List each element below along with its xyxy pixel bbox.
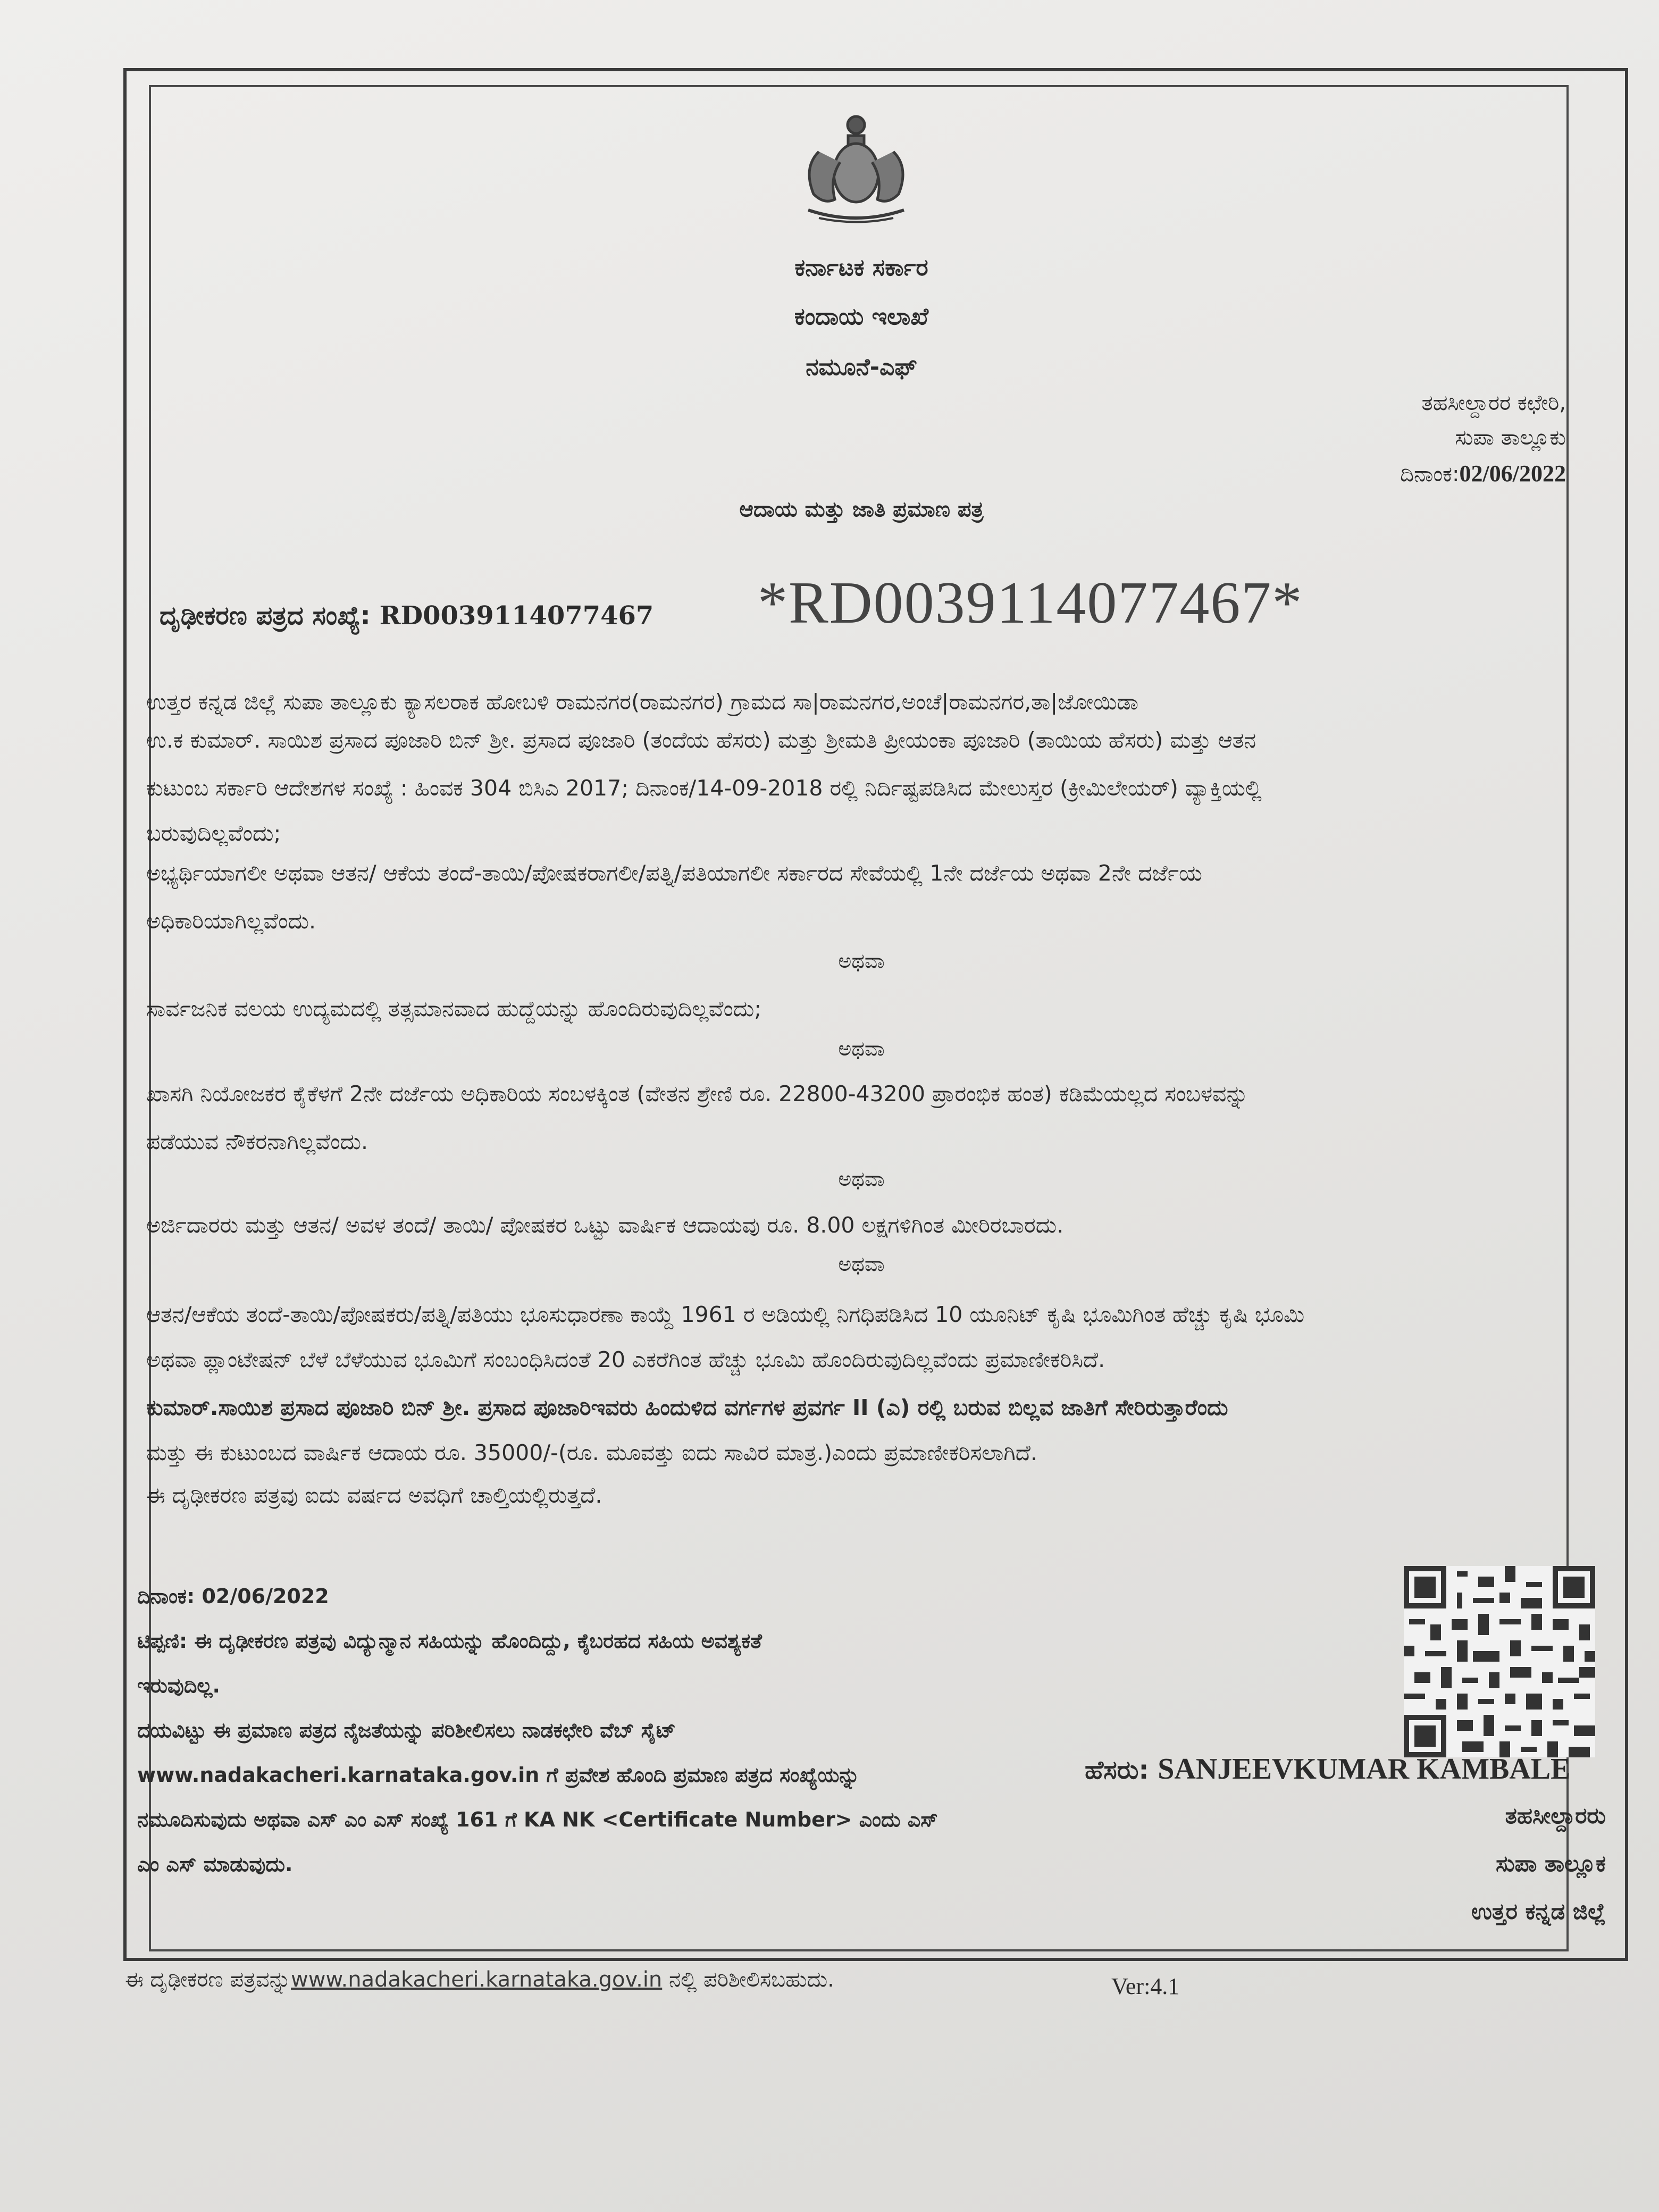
qr-code-icon <box>1404 1566 1595 1757</box>
body-line: ಉತ್ತರ ಕನ್ನಡ ಜಿಲ್ಲೆ ಸುಪಾ ತಾಲ್ಲೂಕು ಕ್ಯಾಸಲರಾಕ ಹೋಬಳಿ ರಾಮನಗರ(ರಾಮನಗರ) ಗ್ರಾಮದ ಸಾ|ರಾಮನಗರ,ಅಂಚೆ|ರಾಮನಗರ,ತಾ|ಜೋಯಿಡಾ <box>146 689 1138 715</box>
or-separator: ಅಥವಾ <box>838 949 885 973</box>
body-line: ಅಭ್ಯರ್ಥಿಯಾಗಲೀ ಅಥವಾ ಆತನ/ ಆಕೆಯ ತಂದೆ-ತಾಯಿ/ಪೋಷಕರಾಗಲೀ/ಪತ್ನಿ/ಪತಿಯಾಗಲೀ ಸರ್ಕಾರದ ಸೇವೆಯಲ್ಲಿ 1ನೇ ದರ್ಜೆಯ ಅಥವಾ 2ನೇ ದರ್ಜೆಯ <box>146 860 1202 886</box>
footer-note <box>137 1574 1041 1887</box>
footer-line: ಇರುವುದಿಲ್ಲ. <box>137 1674 220 1697</box>
footer-line: www.nadakacheri.karnataka.gov.in ಗೆ ಪ್ರವೇಶ ಹೊಂದಿ ಪ್ರಮಾಣ ಪತ್ರದ ಸಂಖ್ಯೆಯನ್ನು <box>137 1763 860 1787</box>
department-title: ಕಂದಾಯ ಇಲಾಖೆ <box>794 303 929 330</box>
body-line: ಉ.ಕ ಕುಮಾರ್. ಸಾಯಿಶ ಪ್ರಸಾದ ಪೂಜಾರಿ ಬಿನ್ ಶ್ರೀ. ಪ್ರಸಾದ ಪೂಜಾರಿ (ತಂದೆಯ ಹೆಸರು) ಮತ್ತು ಶ್ರೀಮತಿ ಪ್ರೀಯಂಕಾ ಪೂಜಾರಿ (ತಾಯಿಯ ಹೆಸರು) ಮತ್ತು ಆತನ <box>146 727 1256 753</box>
body-line: ಈ ದೃಢೀಕರಣ ಪತ್ರವು ಐದು ವರ್ಷದ ಅವಧಿಗೆ ಚಾಲ್ತಿಯಲ್ಲಿರುತ್ತದೆ. <box>146 1482 602 1508</box>
barcode-reference: *RD0039114077467* <box>758 570 1303 636</box>
footer-line: ಟಿಪ್ಪಣಿ: ಈ ದೃಢೀಕರಣ ಪತ್ರವು ವಿದ್ಯುನ್ಮಾನ ಸಹಿಯನ್ನು ಹೊಂದಿದ್ದು, ಕೈಬರಹದ ಸಹಿಯ ಅವಶ್ಯಕತೆ <box>137 1629 762 1653</box>
body-line: ಅರ್ಜಿದಾರರು ಮತ್ತು ಆತನ/ ಅವಳ ತಂದೆ/ ತಾಯಿ/ ಪೋಷಕರ ಒಟ್ಟು ವಾರ್ಷಿಕ ಆದಾಯವು ರೂ. 8.00 ಲಕ್ಷಗಳಿಗಿಂತ ಮೀರಿರಬಾರದು. <box>146 1212 1064 1238</box>
footer-line: ದಯವಿಟ್ಟು ಈ ಪ್ರಮಾಣ ಪತ್ರದ ನೈಜತೆಯನ್ನು ಪರಿಶೀಲಿಸಲು ನಾಡಕಛೇರಿ ವೆಬ್ ಸೈಟ್ <box>137 1719 676 1742</box>
or-separator: ಅಥವಾ <box>838 1037 885 1060</box>
verification-prefix: ಈ ದೃಢೀಕರಣ ಪತ್ರವನ್ನು <box>125 1967 291 1992</box>
verification-suffix: ನಲ್ಲಿ ಪರಿಶೀಲಿಸಬಹುದು. <box>662 1967 834 1992</box>
signatory-taluk: ಸುಪಾ ತಾಲ್ಲೂಕ <box>1495 1850 1606 1876</box>
office-date-value: 02/06/2022 <box>1459 460 1566 487</box>
body-line: ಸಾರ್ವಜನಿಕ ವಲಯ ಉದ್ಯಮದಲ್ಲಿ ತತ್ಸಮಾನವಾದ ಹುದ್ದೆಯನ್ನು ಹೊಂದಿರುವುದಿಲ್ಲವೆಂದು; <box>146 996 762 1021</box>
footer-line: ನಮೂದಿಸುವುದು ಅಥವಾ ಎಸ್ ಎಂ ಎಸ್ ಸಂಖ್ಯೆ 161 ಗೆ KA NK <Certificate Number> ಎಂದು ಎಸ್ <box>137 1808 938 1831</box>
office-date <box>1400 460 1566 487</box>
reference-number: RD0039114077467 <box>379 601 654 631</box>
body-line: ಪಡೆಯುವ ನೌಕರನಾಗಿಲ್ಲವೆಂದು. <box>146 1129 368 1154</box>
signatory-designation: ತಹಸೀಲ್ದಾರರು <box>1505 1803 1606 1829</box>
certificate-title: ಆದಾಯ ಮತ್ತು ಜಾತಿ ಪ್ರಮಾಣ ಪತ್ರ <box>739 497 984 522</box>
body-line: ಬರುವುದಿಲ್ಲವೆಂದು; <box>146 820 281 846</box>
state-emblem-icon <box>787 109 925 226</box>
footer-date: ದಿನಾಂಕ: 02/06/2022 <box>137 1585 329 1608</box>
body-line: ಮತ್ತು ಈ ಕುಟುಂಬದ ವಾರ್ಷಿಕ ಆದಾಯ ರೂ. 35000/-(ರೂ. ಮೂವತ್ತು ಐದು ಸಾವಿರ ಮಾತ್ರ.)ಎಂದು ಪ್ರಮಾಣೀಕರಿಸಲಾಗಿದೆ. <box>146 1440 1037 1465</box>
reference-label: ದೃಢೀಕರಣ ಪತ್ರದ ಸಂಖ್ಯೆ: <box>160 601 371 631</box>
form-title: ನಮೂನೆ-ಎಫ್ <box>806 354 917 381</box>
verification-line <box>125 1967 834 1992</box>
body-line: ಅಥವಾ ಪ್ಲಾಂಟೇಷನ್ ಬೆಳೆ ಬೆಳೆಯುವ ಭೂಮಿಗೆ ಸಂಬಂಧಿಸಿದಂತೆ 20 ಎಕರೆಗಿಂತ ಹೆಚ್ಚು ಭೂಮಿ ಹೊಂದಿರುವುದಿಲ್ಲವೆಂದು ಪ್ರಮಾಣೀಕರಿಸಿದೆ. <box>146 1347 1105 1372</box>
body-line: ಆತನ/ಆಕೆಯ ತಂದೆ-ತಾಯಿ/ಪೋಷಕರು/ಪತ್ನಿ/ಪತಿಯು ಭೂಸುಧಾರಣಾ ಕಾಯ್ದೆ 1961 ರ ಅಡಿಯಲ್ಲಿ ನಿಗಧಿಪಡಿಸಿದ 10 ಯೂನಿಟ್ ಕೃಷಿ ಭೂಮಿಗಿಂತ ಹೆಚ್ಚು ಕೃಷಿ ಭೂಮಿ <box>146 1302 1305 1327</box>
or-separator: ಅಥವಾ <box>838 1252 885 1276</box>
body-line: ಕುಮಾರ್.ಸಾಯಿಶ ಪ್ರಸಾದ ಪೂಜಾರಿ ಬಿನ್ ಶ್ರೀ. ಪ್ರಸಾದ ಪೂಜಾರಿಇವರು ಹಿಂದುಳಿದ ವರ್ಗಗಳ ಪ್ರವರ್ಗ II (ಎ) ರಲ್ಲಿ ಬರುವ ಬಿಲ್ಲವ ಜಾತಿಗೆ ಸೇರಿರುತ್ತಾರೆಂದು <box>146 1395 1228 1420</box>
office-date-label: ದಿನಾಂಕ: <box>1400 462 1460 487</box>
office-line1: ತಹಸೀಲ್ದಾರರ ಕಛೇರಿ, <box>1421 391 1566 415</box>
office-line2: ಸುಪಾ ತಾಲ್ಲೂಕು <box>1455 425 1566 450</box>
body-line: ಅಧಿಕಾರಿಯಾಗಿಲ್ಲವೆಂದು. <box>146 908 316 934</box>
body-line: ಖಾಸಗಿ ನಿಯೋಜಕರ ಕೈಕೆಳಗೆ 2ನೇ ದರ್ಜೆಯ ಅಧಿಕಾರಿಯ ಸಂಬಳಕ್ಕಿಂತ (ವೇತನ ಶ್ರೇಣಿ ರೂ. 22800-43200 ಪ್ರಾರಂಭಿಕ ಹಂತ) ಕಡಿಮೆಯಲ್ಲದ ಸಂಬಳವನ್ನು <box>146 1081 1249 1107</box>
signatory-district: ಉತ್ತರ ಕನ್ನಡ ಜಿಲ್ಲೆ <box>1471 1898 1606 1924</box>
govt-title: ಕರ್ನಾಟಕ ಸರ್ಕಾರ <box>794 254 928 281</box>
signatory-name: SANJEEVKUMAR KAMBALE <box>1158 1753 1571 1786</box>
reference-line <box>160 601 653 631</box>
signatory-name-label: ಹೆಸರು: <box>1085 1755 1149 1785</box>
signatory-name-line <box>1085 1752 1571 1786</box>
body-line: ಕುಟುಂಬ ಸರ್ಕಾರಿ ಆದೇಶಗಳ ಸಂಖ್ಯೆ : ಹಿಂವಕ 304 ಬಿಸಿಎ 2017; ದಿನಾಂಕ/14-09-2018 ರಲ್ಲಿ ನಿರ್ದಿಷ್ಟಪಡಿಸಿದ ಮೇಲುಸ್ತರ (ಕ್ರೀಮಿಲೇಯರ್) ವ್ಯಾಕ್ತಿಯಲ್ಲಿ <box>146 775 1262 801</box>
footer-line: ಎಂ ಎಸ್ ಮಾಡುವುದು. <box>137 1853 293 1876</box>
version-label: Ver:4.1 <box>1111 1973 1180 1999</box>
verification-link[interactable]: www.nadakacheri.karnataka.gov.in <box>291 1967 663 1992</box>
or-separator: ಅಥವಾ <box>838 1167 885 1191</box>
